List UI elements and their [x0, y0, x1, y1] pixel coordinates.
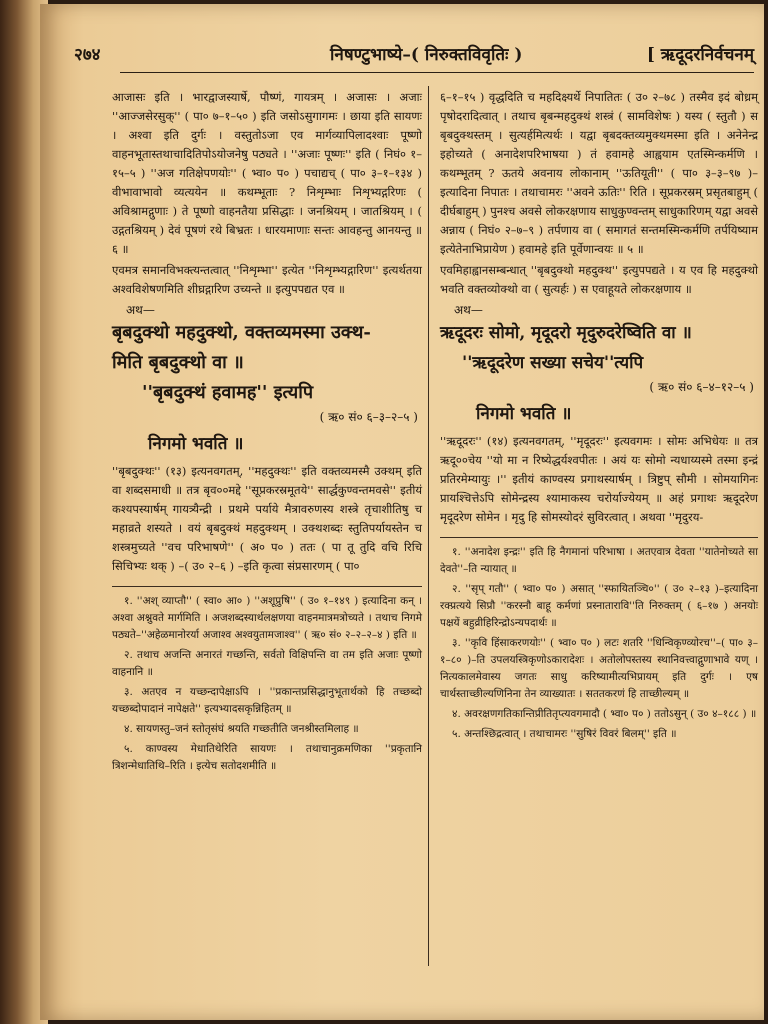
verse-reference: ( ऋ० सं० ६–३–२–५ ) [319, 410, 418, 424]
right-column [440, 88, 758, 746]
footnote-rule [112, 586, 422, 587]
paragraph: एवमिहाह्वानसम्बन्धात् ''बृबदुक्थो महदुक्थ'' इत्युपपद्यते । य एव हि महदुक्थो भवति वक्तव्योक्थो वा ( सुत्यर्हः ) स एवाहूयते लोकरक्षणाय ॥ [440, 263, 758, 296]
verse-line: बृबदुक्थो महदुक्थो, वक्तव्यमस्मा उक्थ- [112, 322, 371, 343]
footnote: ४. सायणस्तु–जनं स्तोतृसंघं श्रयति गच्छतीति जनश्रीस्तमिलाह ॥ [124, 723, 359, 735]
nigamo-heading: निगमो भवति ॥ [476, 404, 572, 424]
footnote: १. ''अश् व्याप्तौ'' ( स्वा० आ० ) ''अशूप्रुषि'' ( उ० १–१४९ ) इत्यादिना कन् । अश्वा अश्नुवते मार्गमिति । अजशब्दस्यार्थलक्षणया वाहनमात्रमत्रोच्यते । तथाच निगमे पठ्यते–''अहेळमानोरर्या अजाश्व अश्वयुतामजाश्व'' ( ऋ० सं० २–२–२–४ ) इति ॥ [112, 595, 422, 641]
footnote: ५. अन्तश्छिद्रत्वात् । तथाचामरः ''सुषिरं विवरं बिलम्'' इति ॥ [452, 728, 677, 740]
running-title: निषण्टुभाष्ये–( निरुक्तविवृतिः ) [330, 45, 523, 65]
footnote: २. तथाच अजन्ति अनारतं गच्छन्ति, सर्वतो विक्षिपन्ति वा तम इति अजाः पूष्णो वाहनानि ॥ [112, 649, 422, 678]
commentary: ''बृबदुक्थः'' (१३) इत्यनवगतम्, ''महदुक्थः'' इति वक्तव्यमस्मै उक्थम् इति वा शब्दसमाधी ॥ तत्र बृव००मद्दे ''सूप्रकरस्रमूतये'' सार्द्धकुण्वन्तमवसे'' इतीयं कश्यपस्यार्षम् गायत्र्यैन्द्री । प्रथमे पर्याये मैत्रावरुणस्य शस्त्रे तृचाशीतिषु च महाव्रते शस्यते । वयं बृबदुक्थं महदुक्थम् । उक्थशब्दः स्तुतिपर्यायस्तेन च शस्त्रमुच्यते ''वच परिभाषणे'' ( अ० प० ) ततः ( पा तू तुदि वचि रिचि सिचिभ्यः थक् ) –( उ० २–६ ) –इति कृत्वा संप्रसारणम् ( पा० [112, 464, 422, 573]
verse-line: ''बृबदुक्थं हवामह'' इत्यपि [142, 382, 314, 403]
footnote: २. ''सृप् गतौ'' ( भ्वा० प० ) असात् ''स्फायितञ्चि०'' ( उ० २–१३ )–इत्यादिना रक्प्रत्यये सिप्रौ ''करस्नौ बाहू कर्मणां प्रस्नातारावि''ति निरुक्तम् ( ६–१७ ) अनयोः पक्षयें बहुव्रीहिरिन्द्रोऽन्यपदार्थः ॥ [440, 583, 758, 629]
footnote: ४. अवरक्षणगतिकान्तिप्रीतितृप्त्यवगमादौ ( भ्वा० प० ) ततोऽसुन् ( उ० ४–१८८ ) ॥ [452, 708, 757, 720]
atha-label: अथ— [454, 303, 483, 317]
verse-reference: ( ऋ० सं० ६–४–१२–५ ) [649, 380, 754, 394]
page-header [74, 38, 754, 68]
column-divider [428, 86, 429, 966]
paragraph: एवमत्र समानविभक्त्यन्तत्वात् ''निशृम्भा'' इत्येत ''निशृम्भ्यद्गारिण'' इत्यर्थतया अश्वविशेषणमिति शीघ्रद्गारिण उच्यन्ते ॥ इत्युपपद्यत एव ॥ [112, 263, 422, 296]
page-number: २७४ [74, 45, 101, 65]
footnote: ३. ''कृवि हिंसाकरणयोः'' ( भ्वा० प० ) लटः शतरि ''धिन्विकृण्व्योरच''–( पा० ३–१–८० )–ति उपलयस्त्रिकृणोऽकारादेशः । अतोलोपस्तस्य स्थानिवत्त्वाद्गुणाभावे यण् । नित्यकालमेवास्य जगतः साधु करिष्यामीत्यभिप्रायम् इति दुर्गः । एष चार्थस्ताच्छील्यणिनिना तेन व्याख्यातः । सततकरणं हि ताच्छील्यम् ॥ [440, 637, 758, 700]
footnote: १. ''अनादेश इन्द्रः'' इति हि नैगमानां परिभाषा । अतएवात्र देवता ''यातेनोच्यते सा देवते''–ति न्यायात् ॥ [440, 546, 758, 575]
verse-line: मिति बृबदुक्थो वा ॥ [112, 352, 244, 373]
footnote: ५. काण्वस्य मेधातिथेरिति सायणः । तथाचानुक्रमणिका ''प्रकृतानि त्रिशन्मेधातिथि–रिति । इत्येच सतोदशमीति ॥ [112, 743, 422, 772]
left-column [112, 88, 422, 778]
atha-label: अथ— [126, 303, 155, 317]
footnote: ३. अतएव न यच्छन्दापेक्षाऽपि । ''प्रकान्तप्रसिद्धानुभूतार्थको हि तच्छब्दो यच्छब्दोपादानं नापेक्षते'' इत्यभ्यादसकृन्निहितम् ॥ [112, 686, 422, 715]
section-title: [ ऋदूदरनिर्वचनम् [646, 45, 754, 65]
verse-line: ऋदूदरः सोमो, मृदूदरो मृदुरुदरेष्विति वा ॥ [440, 323, 692, 343]
header-rule [120, 72, 754, 73]
commentary: ''ऋदूदरः'' (१४) इत्यनवगतम्, ''मृदूदरः'' इत्यवगमः । सोमः अभिधेयः ॥ तत्र ऋदू००चेय ''यो मा न रिष्येद्धर्यश्वपीतः । अयं यः सोमो न्यधाय्यस्मे तस्मा इन्द्रं प्रतिरमेम्यायुः ।'' इतीयं काण्वस्य प्रगाथस्यार्षम् । त्रिष्टुप् सौमी । सोमयागिनः प्रायश्चित्तेऽपि सोमेन्द्रस्य श्यामाकस्य चरोर्याज्येयम् ॥ अहं प्रगाथः ऋदूदरेण मृदूदरेण सोमेन । मृदु हि सोमस्योदरं सुविरत्वात् । अथवा ''मृदुरय- [440, 434, 758, 524]
paragraph: आजासः इति । भारद्वाजस्यार्षे, पौष्णं, गायत्रम् । अजासः । अजाः ''आज्जसेरसुक्'' ( पा० ७–१–५० ) इति जसोऽसुगागमः । छाया इति सायणः । अश्वा इति दुर्गः । वस्तुतोऽजा एव मार्गव्यापिलादश्वाः पूष्णो वाहनभूतास्तथाचादितिपोऽयोजनेषु पठ्यते । ''अजाः पूष्णः'' इति ( निघं० १–१५–५ ) ''अज गतिक्षेपणयोः'' ( भ्वा० प० ) पचाद्यच् ( पा० ३–१–१३४ ) वीभावाभावो व्यत्ययेन ॥ कथम्भूताः ? निशृम्भाः निशृभ्यद्गरिणः ( अविश्रामद्गुणाः ) ते पूष्णो वाहनतैया प्रसिद्धाः । जनश्रियम् । जातश्रियम् । ( उद्गतश्रियम् ) देवं पूषणं रथे बिभ्रतः । धारयमाणाः सन्तः आवहन्तु आनयन्तु ॥ ६ ॥ [112, 90, 422, 256]
footnote-rule [440, 537, 758, 538]
paragraph: ६–१–१५ ) वृद्धदिति च महदिक्ष्यर्थे निपातितः ( उ० २–७८ ) तस्मैव इदं बोध्रम् पृषोदरादित्वात् । तथाच बृबन्महदुक्थं शस्त्रं ( सामविशेषः ) यस्य ( स्तुतौ ) स बृबदुक्थस्तम् । सुत्यर्हमित्यर्थः । यद्वा बृबदक्तव्यमुक्थमस्मा इति । अनेनेन्द्र इहोच्यते ( अनादेशपरिभाषया ) तं हवामहे आह्वयाम एतस्मिन्कर्मणि । कथम्भूतम् ? ऊतये अवनाय लोकानाम् ''ऊतियूती'' ( पा० ३–३–९७ )–इत्यादिना निपातः । तथाचामरः ''अवने ऊतिः'' रिति । सूप्रकरस्रम् प्रसृतबाहुम् ( दीर्घबाहुम् ) पुनश्च अवसे लोकरक्षणाय साधुकुण्वन्तम् साधुकारिणम् यद्वा अवसे अन्नाय ( निघं० २–७–९ ) तर्पणाय वा ( समागतं सन्तमस्मिन्कर्मणि तर्पयिष्याम इत्येतेनाभिप्रायेण ) हवामहे इति पूर्वेणान्वयः ॥ ५ ॥ [440, 90, 758, 256]
nigamo-heading: निगमो भवति ॥ [148, 434, 244, 454]
verse-line: ''ऋदूदरेण सख्या सचेय''त्यपि [462, 353, 644, 373]
